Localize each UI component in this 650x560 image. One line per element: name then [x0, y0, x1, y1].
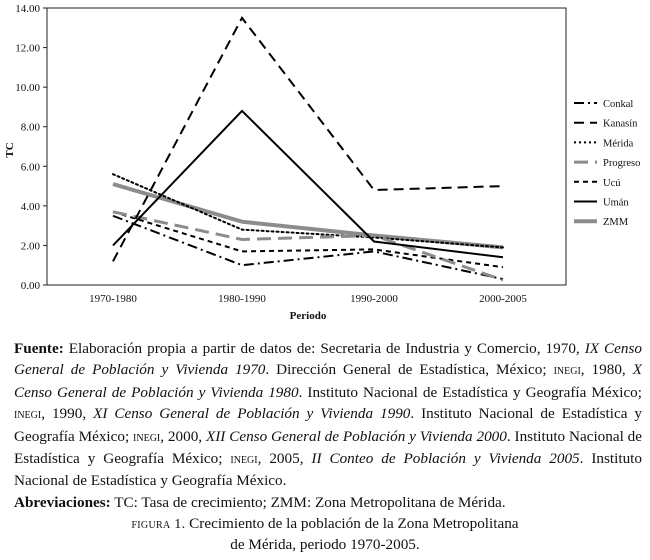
source-text: , 2000,	[160, 427, 206, 445]
legend-label: Mérida	[603, 138, 634, 150]
source-text: . Instituto Nacional de Estadística y Geografía México;	[14, 427, 643, 468]
y-tick-label: 4.00	[20, 200, 40, 213]
source-text: , 1990,	[41, 405, 94, 423]
x-tick-label: 1980-1990	[218, 293, 266, 305]
x-tick-label: 1970-1980	[89, 293, 137, 305]
y-tick-label: 2.00	[20, 240, 40, 253]
source-text: , 2005,	[257, 450, 312, 468]
source-text: . Dirección General de Estadística, México;	[265, 361, 554, 379]
source-label: Fuente:	[14, 340, 64, 357]
y-tick-label: 8.00	[20, 121, 40, 134]
source-text: . Instituto Nacional de Estadística y Geografía México;	[14, 405, 643, 445]
figure-source-note	[14, 338, 642, 513]
figure-caption-line1: Crecimiento de la población de la Zona Metropolitana	[185, 515, 519, 532]
legend-label: Umán	[603, 197, 629, 209]
series-line-conkal	[113, 216, 503, 279]
source-inegi: inegi	[14, 407, 42, 423]
figure-caption-line2: de Mérida, periodo 1970-2005.	[230, 536, 420, 553]
chart-series	[113, 18, 503, 280]
legend-label: ZMM	[603, 217, 629, 229]
abbreviations-text: TC: Tasa de crecimiento; ZMM: Zona Metropolitana de Mérida.	[110, 493, 506, 511]
source-title-1980: X Censo General de Población y Vivienda 1980	[14, 361, 642, 401]
x-tick-label: 1990-2000	[350, 293, 398, 305]
source-text: . Instituto Nacional de Estadística y Geografía México;	[298, 383, 642, 401]
y-axis-title: TC	[4, 142, 16, 158]
source-inegi: inegi	[230, 452, 258, 468]
figure-number: figura 1.	[131, 517, 186, 532]
y-tick-label: 10.00	[15, 82, 40, 95]
source-text: . Instituto Nacional de Estadística y Geografía México.	[14, 450, 642, 490]
source-text: Elaboración propia a partir de datos de: Secretaria de Industria y Comercio, 1970,	[63, 340, 585, 357]
source-title-1990: XI Censo General de Población y Vivienda 1990	[93, 405, 411, 423]
source-title-2000: XII Censo General de Población y Vivienda 2000	[205, 427, 507, 445]
source-title-1970: IX Censo General de Población y Vivienda 1970	[14, 340, 642, 379]
plot-frame	[47, 8, 566, 285]
x-axis-title: Periodo	[289, 310, 327, 322]
x-tick-label: 2000-2005	[479, 293, 527, 305]
abbreviations-label: Abreviaciones:	[14, 493, 111, 511]
legend-label: Conkal	[603, 99, 634, 110]
legend-label: Progreso	[603, 158, 641, 170]
source-text: , 1980,	[580, 361, 633, 379]
chart-legend	[574, 99, 640, 228]
y-tick-label: 6.00	[20, 161, 40, 174]
source-inegi: inegi	[553, 363, 581, 379]
series-line-kanasín	[113, 18, 503, 261]
y-tick-label: 12.00	[15, 42, 40, 55]
source-title-2005: II Conteo de Población y Vivienda 2005	[311, 450, 580, 468]
figure-caption	[0, 514, 650, 555]
legend-label: Ucú	[603, 177, 621, 189]
series-line-umán	[113, 111, 503, 257]
y-tick-label: 0.00	[20, 280, 40, 292]
y-tick-label: 14.00	[15, 3, 40, 15]
source-inegi: inegi	[133, 429, 161, 445]
series-line-progreso	[113, 212, 503, 280]
legend-label: Kanasín	[603, 118, 638, 130]
